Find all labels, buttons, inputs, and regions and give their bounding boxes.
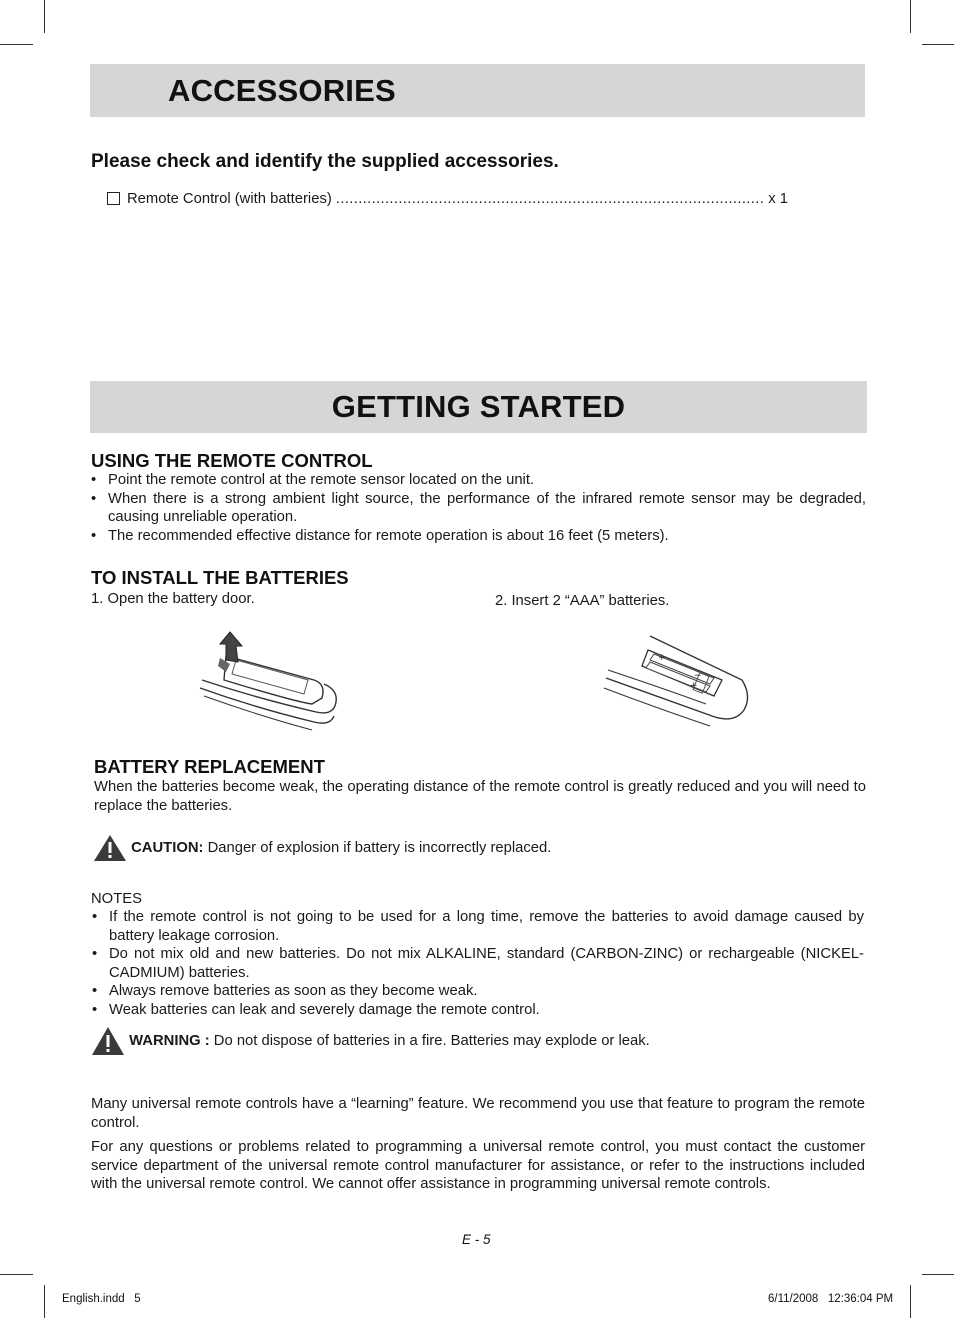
crop-mark: [44, 0, 45, 33]
caution-line: [93, 834, 551, 862]
warning-label: WARNING :: [129, 1032, 210, 1049]
crop-mark: [0, 1274, 33, 1275]
warning-triangle-icon: [93, 834, 127, 862]
remote-insert-batteries-illustration: [602, 630, 752, 728]
crop-mark: [910, 1285, 911, 1318]
accessories-instruction: Please check and identify the supplied accessories.: [91, 151, 559, 172]
warning-triangle-icon: [91, 1026, 125, 1056]
getting-started-title: GETTING STARTED: [331, 389, 626, 424]
svg-text:−: −: [694, 671, 702, 681]
footer-file-name: English.indd: [62, 1293, 125, 1305]
list-item: • The recommended effective distance for remote operation is about 16 feet (5 meters).: [91, 527, 866, 546]
list-item: • Weak batteries can leak and severely damage the remote control.: [92, 1001, 864, 1020]
svg-text:+: +: [658, 653, 666, 663]
crop-mark: [922, 44, 954, 45]
warning-line: [91, 1026, 650, 1056]
page-number: E - 5: [462, 1232, 491, 1247]
crop-mark: [910, 0, 911, 33]
remote-heading: USING THE REMOTE CONTROL: [91, 450, 373, 471]
warning-text: Do not dispose of batteries in a fire. Batteries may explode or leak.: [209, 1032, 650, 1049]
footer-file: [62, 1293, 141, 1305]
accessories-title: ACCESSORIES: [168, 73, 396, 108]
getting-started-banner: [90, 381, 867, 433]
accessory-item: [107, 190, 837, 209]
accessory-leader: ................................................................................................: [335, 191, 765, 207]
universal-paragraph-2: For any questions or problems related to programming a universal remote control, you must contact the customer service department of the universal remote control manufacturer for assistance, or refer to the instructions included with the universal remote control. We cannot offer assistance in programming universal remote controls.: [91, 1139, 865, 1193]
remote-open-door-illustration: [196, 628, 342, 732]
accessories-banner: [90, 64, 865, 117]
svg-text:+: +: [690, 681, 698, 691]
list-item: • Point the remote control at the remote sensor located on the unit.: [91, 471, 866, 490]
caution-text: Danger of explosion if battery is incorrectly replaced.: [203, 839, 552, 856]
footer-timestamp: 6/11/2008 12:36:04 PM: [768, 1293, 894, 1305]
crop-mark: [922, 1274, 954, 1275]
install-step-2: 2. Insert 2 “AAA” batteries.: [495, 593, 670, 609]
universal-paragraph-1: Many universal remote controls have a “learning” feature. We recommend you use that feature to program the remote control.: [91, 1096, 865, 1131]
crop-mark: [0, 44, 33, 45]
checkbox-icon: [107, 192, 120, 205]
list-item: • When there is a strong ambient light source, the performance of the infrared remote sensor may be degraded, causing unreliable operation.: [91, 490, 866, 527]
list-item: • Always remove batteries as soon as they become weak.: [92, 982, 864, 1001]
install-heading: TO INSTALL THE BATTERIES: [91, 567, 349, 588]
replacement-text: When the batteries become weak, the operating distance of the remote control is greatly reduced and you will need to replace the batteries.: [94, 779, 866, 814]
caution-label: CAUTION:: [131, 839, 204, 856]
accessory-name: Remote Control (with batteries): [127, 191, 332, 207]
crop-mark: [44, 1285, 45, 1318]
list-item: • Do not mix old and new batteries. Do not mix ALKALINE, standard (CARBON-ZINC) or rechargeable (NICKEL-CADMIUM) batteries.: [92, 945, 864, 982]
replacement-heading: BATTERY REPLACEMENT: [94, 756, 325, 777]
notes-heading: NOTES: [91, 891, 142, 907]
list-item: • If the remote control is not going to be used for a long time, remove the batteries to avoid damage caused by battery leakage corrosion.: [92, 908, 864, 945]
footer-file-page: 5: [134, 1293, 141, 1305]
remote-bullets: [91, 471, 866, 545]
install-step-1: 1. Open the battery door.: [91, 591, 255, 607]
accessory-quantity: x 1: [768, 191, 789, 207]
notes-bullets: [92, 908, 864, 1020]
